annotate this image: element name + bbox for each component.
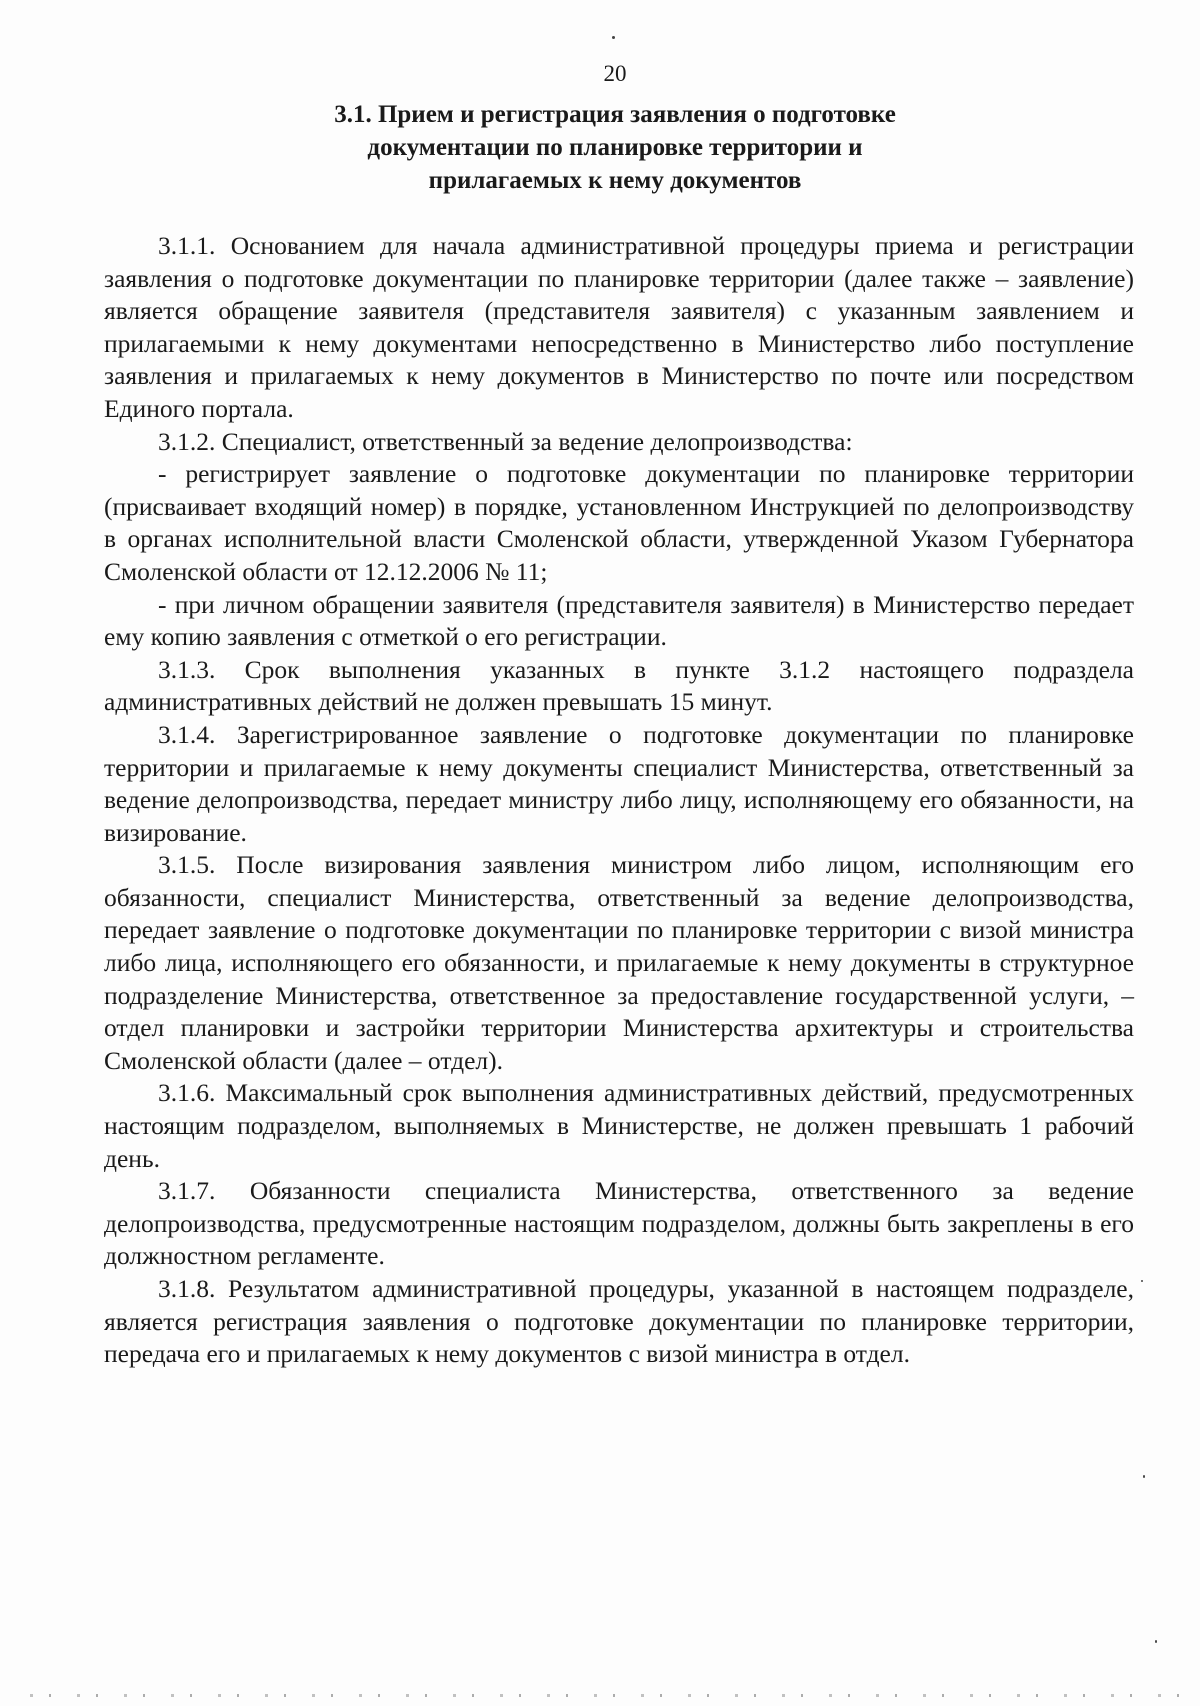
paragraph-3-1-4: 3.1.4. Зарегистрированное заявление о подготовке документации по планировке территории и прилагаемые к нему документы специалист Министерства, ответственный за ведение делопроизводства, передает министру либо лицу, исполняющему его обязанности, на визирование. — [104, 719, 1134, 847]
page-number: 20 — [603, 61, 627, 86]
document-body — [104, 230, 1134, 1371]
paragraph-3-1-2-item-register: - регистрирует заявление о подготовке документации по планировке территории (присваивает входящий номер) в порядке, установленном Инструкцией по делопроизводству в органах исполнительной власти Смоленской области, утвержденной Указом Губернатора Смоленской области от 12.12.2006 № 11; — [104, 459, 1134, 586]
scan-speck — [612, 36, 615, 39]
scan-edge-noise — [30, 1694, 1180, 1697]
paragraph-3-1-6: 3.1.6. Максимальный срок выполнения административных действий, предусмотренных настоящим подразделом, выполняемых в Министерстве, не должен превышать 1 рабочий день. — [104, 1078, 1134, 1173]
paragraph-3-1-8: 3.1.8. Результатом административной процедуры, указанной в настоящем подразделе, является регистрация заявления о подготовке документации по планировке территории, передача его и прилагаемых к нему документов с визой министра в отдел. — [104, 1274, 1134, 1369]
scan-speck — [1155, 1640, 1157, 1643]
scan-speck — [1143, 1475, 1145, 1478]
paragraph-3-1-2: 3.1.2. Специалист, ответственный за ведение делопроизводства: — [158, 426, 853, 456]
paragraph-3-1-5: 3.1.5. После визирования заявления министром либо лицом, исполняющим его обязанности, специалист Министерства, ответственный за ведение делопроизводства, передает заявление о подготовке документации по планировке территории с визой министра либо лица, исполняющего его обязанности, и прилагаемые к нему документы в структурное подразделение Министерства, ответственное за предоставление государственной услуги, – отдел планировки и застройки территории Министерства архитектуры и строительства Смоленской области (далее – отдел). — [104, 850, 1134, 1075]
paragraph-3-1-3: 3.1.3. Срок выполнения указанных в пункте 3.1.2 настоящего подраздела административных действий не должен превышать 15 минут. — [104, 654, 1134, 717]
heading-line: документации по планировке территории и — [367, 134, 863, 161]
paragraph-3-1-1: 3.1.1. Основанием для начала административной процедуры приема и регистрации заявления о подготовке документации по планировке территории (далее также – заявление) является обращение заявителя (представителя заявителя) с указанным заявлением и прилагаемыми к нему документами непосредственно в Министерство либо поступление заявления и прилагаемых к нему документов в Министерство по почте или посредством Единого портала. — [104, 231, 1134, 423]
scan-speck — [1141, 1280, 1143, 1282]
heading-line: 3.1. Прием и регистрация заявления о подготовке — [334, 101, 896, 128]
paragraph-3-1-7: 3.1.7. Обязанности специалиста Министерства, ответственного за ведение делопроизводства, предусмотренные настоящим подразделом, должны быть закреплены в его должностном регламенте. — [104, 1176, 1134, 1271]
paragraph-3-1-2-item-copy: - при личном обращении заявителя (представителя заявителя) в Министерство передает ему копию заявления с отметкой о его регистрации. — [104, 589, 1134, 652]
section-heading — [240, 98, 990, 197]
heading-line: прилагаемых к нему документов — [428, 167, 802, 194]
